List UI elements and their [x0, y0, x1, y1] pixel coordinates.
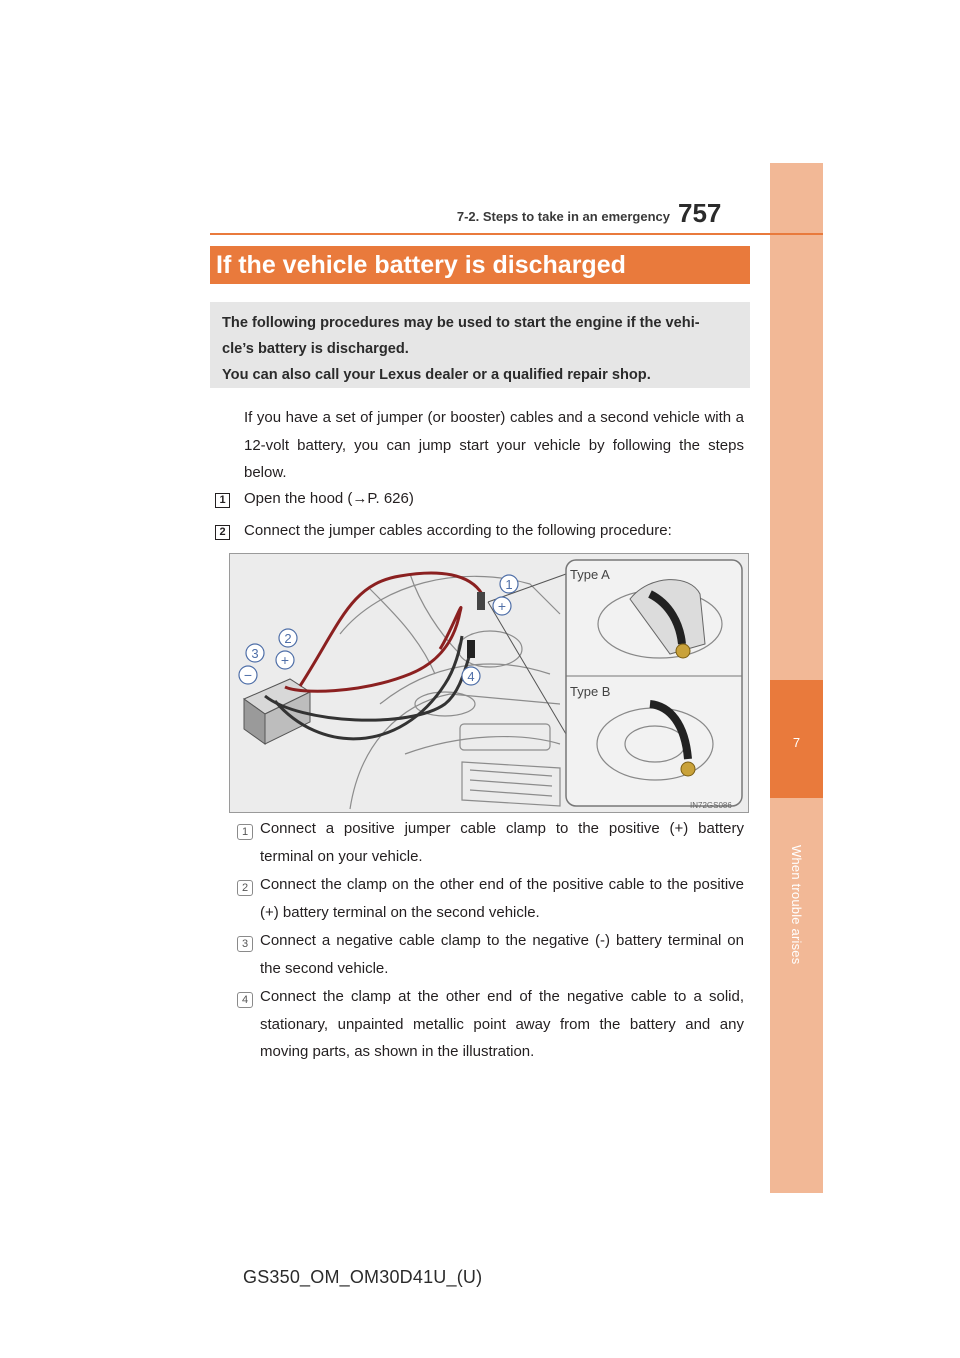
- header-divider: [210, 233, 823, 235]
- plus-sign-1: [493, 597, 511, 615]
- substep-text: Connect the clamp at the other end of the negative cable to a solid, stationary, unpainted metallic point away from the battery and any moving parts, as shown in the illustration.: [260, 988, 744, 1060]
- step-number-box: 1: [215, 493, 230, 508]
- minus-sign-label: −: [243, 667, 253, 683]
- intro-line: The following procedures may be used to start the engine if the vehi-: [222, 315, 700, 331]
- negative-clamp-icon: [467, 640, 475, 658]
- document-code: GS350_OM_OM30D41U_(U): [243, 1267, 483, 1287]
- minus-sign: [239, 666, 257, 684]
- step-text: Connect the jumper cables according to the following procedure:: [244, 522, 672, 539]
- jump-start-illustration: [229, 553, 749, 813]
- intro-box: [210, 302, 750, 388]
- substep-number: 3: [237, 936, 253, 952]
- callout-4: [462, 667, 480, 685]
- intro-line: You can also call your Lexus dealer or a qualified repair shop.: [222, 367, 651, 383]
- plus-sign-1-label: +: [497, 598, 507, 614]
- terminal-detail-panel: [566, 560, 742, 806]
- type-b-label: Type B: [570, 684, 611, 699]
- page-title: If the vehicle battery is discharged: [210, 246, 750, 284]
- page-number: 757: [678, 198, 722, 228]
- chapter-number: 7: [792, 735, 801, 750]
- callout-4-label: 4: [467, 669, 475, 684]
- chapter-title: When trouble arises: [789, 845, 804, 965]
- substep-text: Connect a negative cable clamp to the negative (-) battery terminal on the second vehicle.: [260, 932, 744, 977]
- step-number-box: 2: [215, 525, 230, 540]
- substep-number: 2: [237, 880, 253, 896]
- callout-2: [279, 629, 297, 647]
- substep-text: Connect a positive jumper cable clamp to the positive (+) battery terminal on your vehicle.: [260, 820, 744, 865]
- section-breadcrumb: 7-2. Steps to take in an emergency: [456, 209, 670, 224]
- substep-number: 4: [237, 992, 253, 1008]
- callout-3: [246, 644, 264, 662]
- step-text: Open the hood (→P. 626): [244, 490, 414, 507]
- positive-clamp-icon: [477, 592, 485, 610]
- substep-number: 1: [237, 824, 253, 840]
- body-paragraph: If you have a set of jumper (or booster) cables and a second vehicle with a 12-volt battery, you can jump start your vehicle by following the steps below.: [244, 409, 744, 481]
- callout-2-label: 2: [284, 631, 292, 646]
- figure-code: IN72GS086: [690, 801, 732, 810]
- type-a-label: Type A: [570, 567, 610, 582]
- substep-text: Connect the clamp on the other end of the positive cable to the positive (+) battery terminal on the second vehicle.: [260, 876, 744, 921]
- plus-sign-2: [276, 651, 294, 669]
- callout-1-label: 1: [505, 577, 513, 592]
- callout-3-label: 3: [251, 646, 259, 661]
- intro-line: cle’s battery is discharged.: [222, 341, 409, 357]
- plus-sign-2-label: +: [280, 652, 290, 668]
- engine-bay-drawing: [230, 554, 748, 812]
- callout-1: [500, 575, 518, 593]
